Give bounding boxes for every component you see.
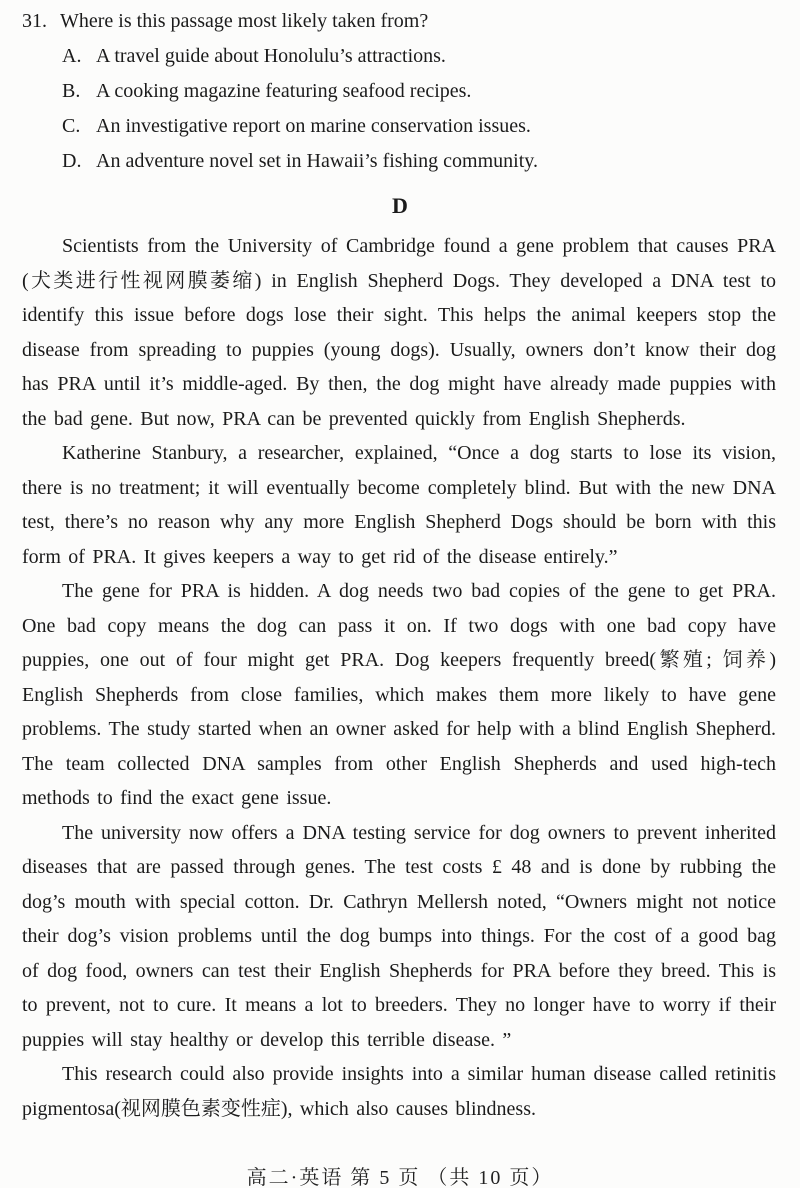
option-d	[62, 144, 776, 179]
option-a-text: A travel guide about Honolulu’s attractions.	[96, 45, 446, 67]
passage-paragraph-4: The university now offers a DNA testing service for dog owners to prevent inherited diseases that are passed through genes. The test costs £ 48 and is done by rubbing the dog’s mouth with special cotton. Dr. Cathryn Mellersh noted, “Owners might not notice their dog’s vision problems until the dog bumps into things. For the cost of a good bag of dog food, owners can test their English Shepherds for PRA before they breed. This is to prevent, not to cure. It means a lot to breeders. They no longer have to worry if their puppies will stay healthy or develop this terrible disease. ”	[22, 821, 776, 1051]
question-text: Where is this passage most likely taken from?	[60, 10, 429, 32]
question-options	[22, 39, 776, 179]
option-c	[62, 109, 776, 144]
question-number: 31.	[22, 10, 47, 32]
passage-paragraph-5: This research could also provide insights into a similar human disease called retinitis pigmentosa(视网膜色素变性症), which also causes blindness.	[22, 1063, 776, 1120]
passage-paragraph-1: Scientists from the University of Cambridge found a gene problem that causes PRA (犬类进行性视网膜萎缩) in English Shepherd Dogs. They developed a DNA test to identify this issue before dogs lose their sight. This helps the animal keepers stop the disease from spreading to puppies (young dogs). Usually, owners don’t know their dog has PRA until it’s middle-aged. By then, the dog might have already made puppies with the bad gene. But now, PRA can be prevented quickly from English Shepherds.	[22, 235, 776, 430]
option-b-text: A cooking magazine featuring seafood recipes.	[96, 80, 472, 102]
passage-paragraph-3: The gene for PRA is hidden. A dog needs two bad copies of the gene to get PRA. One bad copy means the dog can pass it on. If two dogs with one bad copy have puppies, one out of four might get PRA. Dog keepers frequently breed(繁殖; 饲养) English Shepherds from close families, which makes them more likely to have gene problems. The study started when an owner asked for help with a blind English Shepherd. The team collected DNA samples from other English Shepherds and used high-tech methods to find the exact gene issue.	[22, 580, 776, 809]
option-d-text: An adventure novel set in Hawaii’s fishing community.	[96, 150, 538, 172]
option-a-label: A.	[62, 45, 82, 67]
option-b-label: B.	[62, 80, 81, 102]
passage-paragraph-2: Katherine Stanbury, a researcher, explained, “Once a dog starts to lose its vision, there is no treatment; it will eventually become completely blind. But with the new DNA test, there’s no reason why any more English Shepherd Dogs should be born with this form of PRA. It gives keepers a way to get rid of the disease entirely.”	[22, 442, 776, 568]
question-line	[22, 6, 776, 36]
option-c-label: C.	[62, 115, 81, 137]
question-31	[0, 0, 800, 179]
passage-d	[22, 229, 776, 1126]
option-c-text: An investigative report on marine conservation issues.	[96, 115, 531, 137]
option-b	[62, 74, 776, 109]
option-d-label: D.	[62, 150, 82, 172]
option-a	[62, 39, 776, 74]
section-heading-d: D	[392, 193, 408, 218]
page-footer	[0, 1161, 800, 1188]
footer-text: 高二·英语 第 5 页 （共 10 页）	[246, 1167, 554, 1188]
